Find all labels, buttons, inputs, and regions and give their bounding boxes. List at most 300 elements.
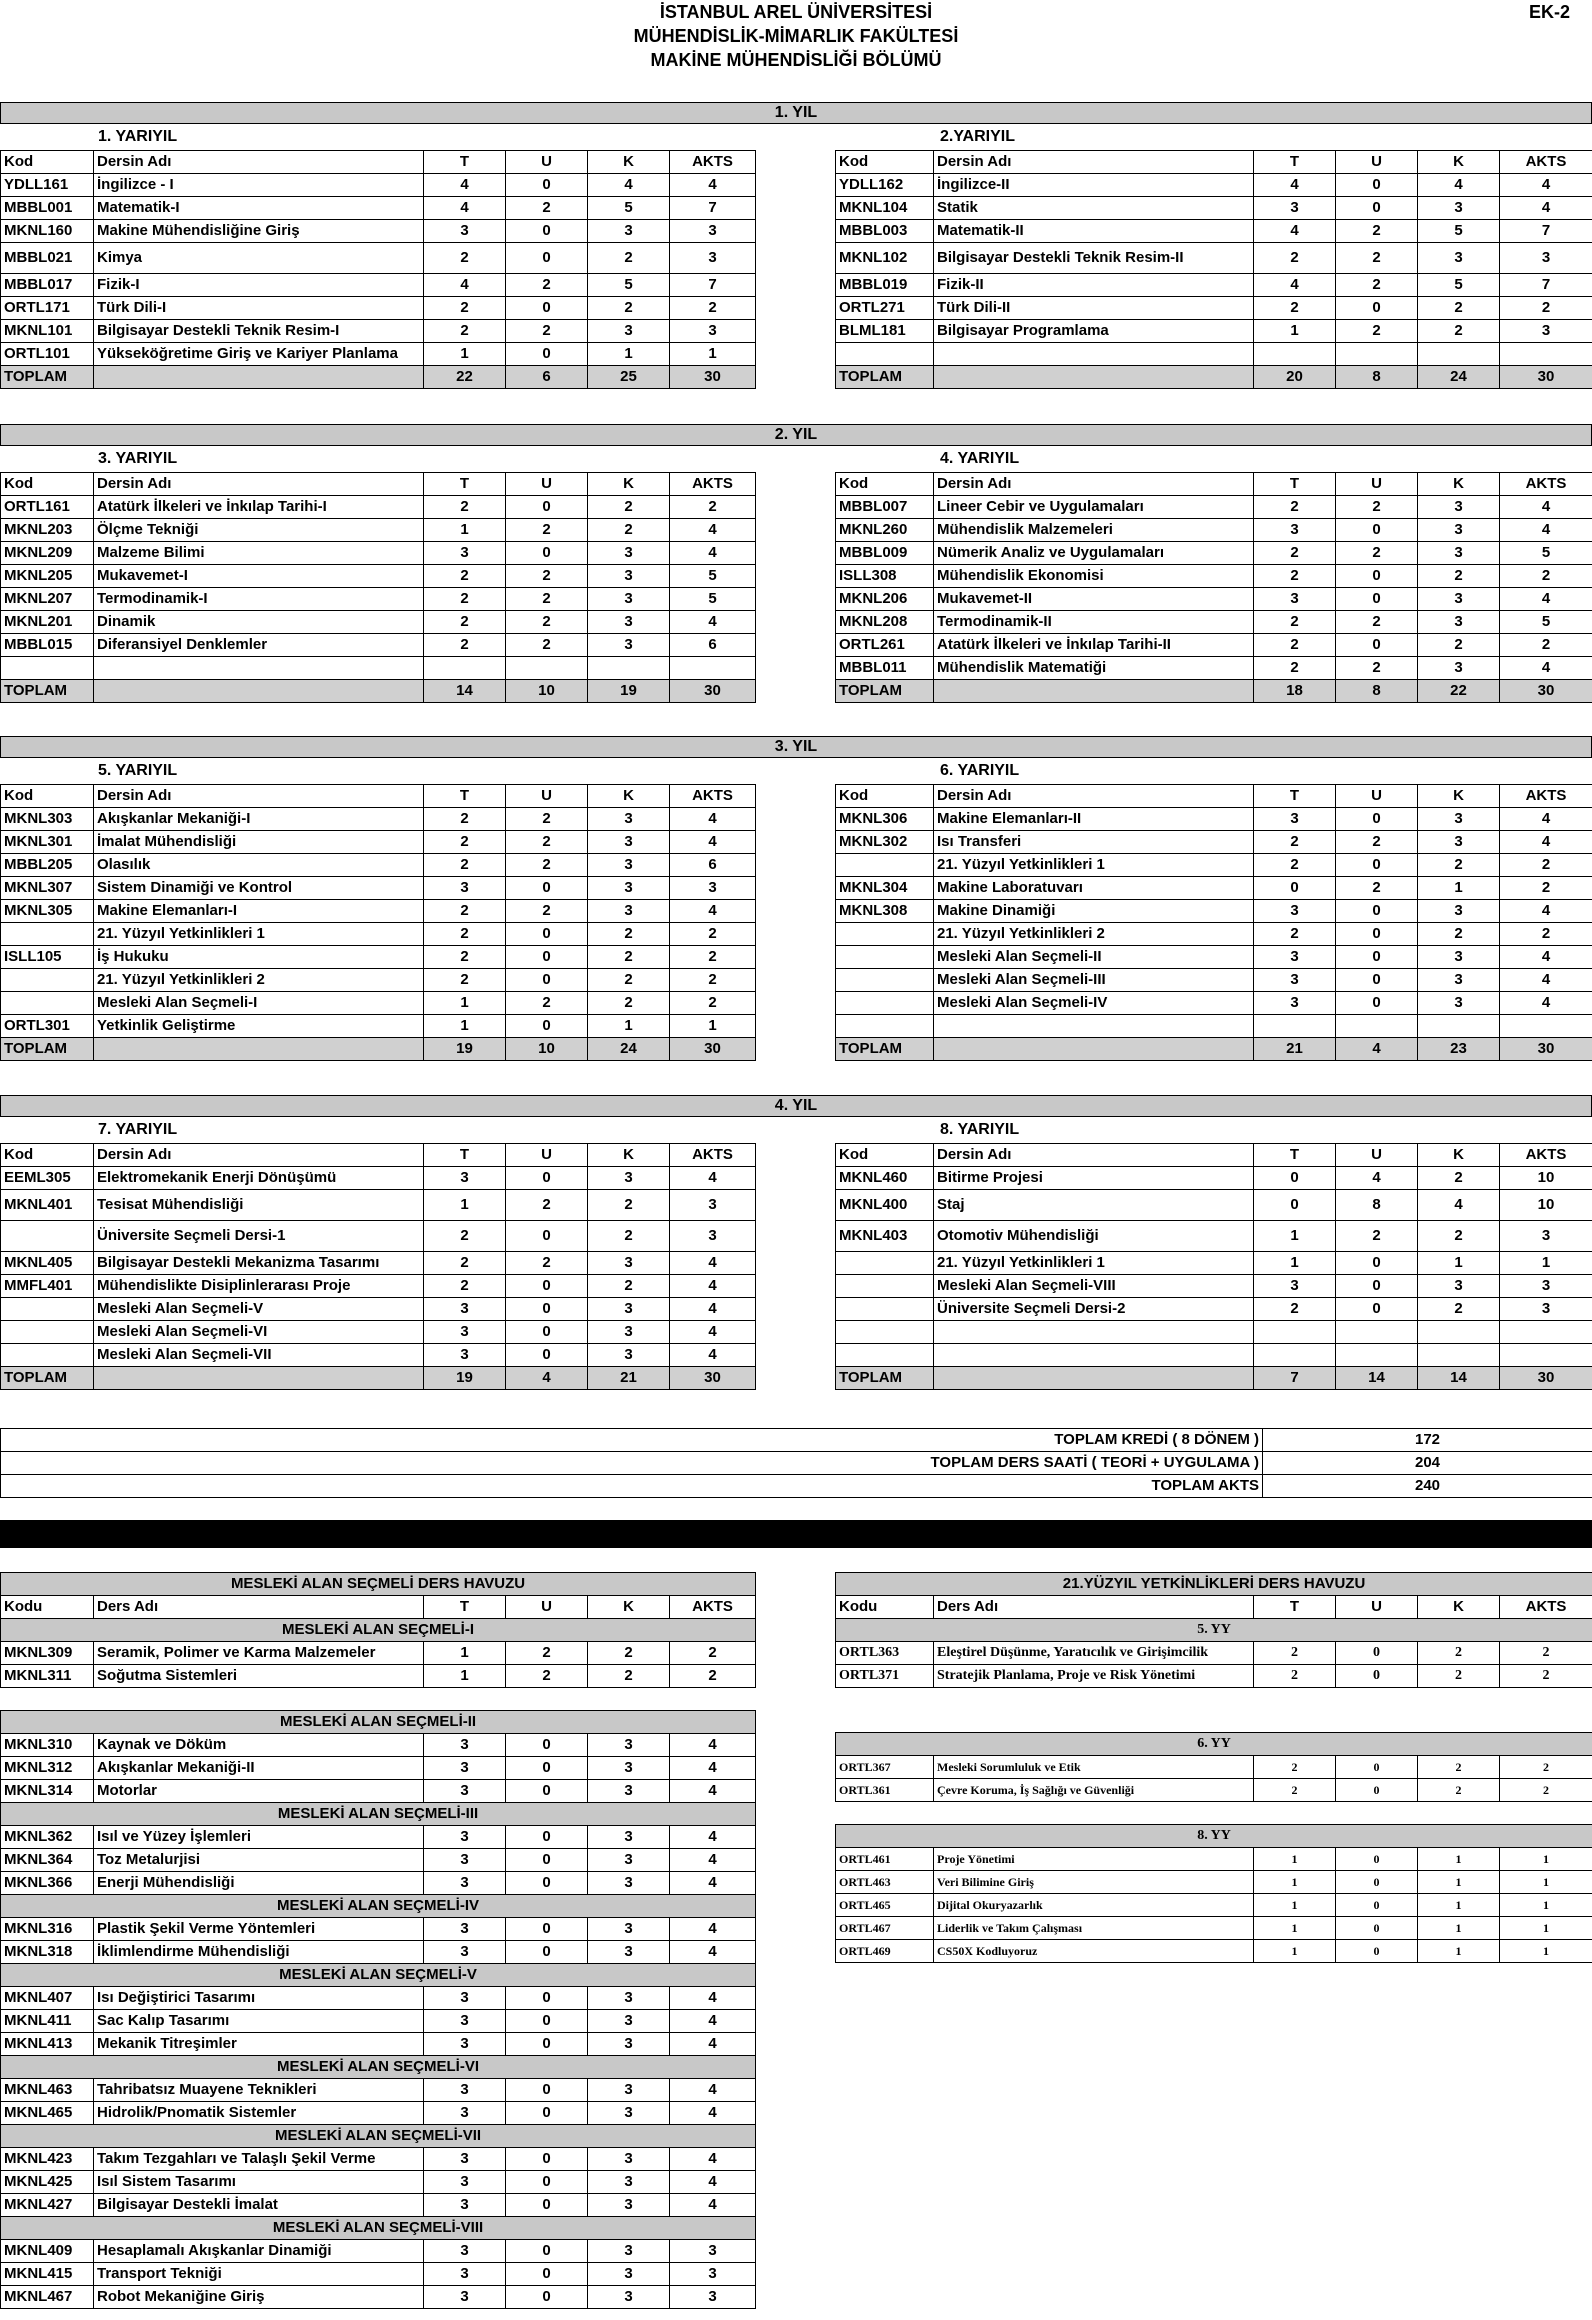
table-cell: Kod [836,1144,934,1167]
table-cell: 3 [588,2102,670,2125]
table-cell [836,1344,934,1367]
table-cell: 4 [670,2010,756,2033]
table-cell: 4 [670,1167,756,1190]
total-row [836,680,1592,703]
year-band-2: 2. YIL [0,424,1592,446]
table-cell: 1 [1500,1848,1592,1871]
table-cell: 2 [1500,297,1592,320]
table-cell: 0 [506,923,588,946]
table-cell: 0 [1336,588,1418,611]
table-cell: MKNL160 [1,220,94,243]
table-cell: Atatürk İlkeleri ve İnkılap Tarihi-II [934,634,1254,657]
table-cell: 7 [1500,220,1592,243]
table-cell: 3 [1254,992,1336,1015]
table-cell: 3 [588,808,670,831]
table-cell: 4 [670,1734,756,1757]
course-row [1,1344,756,1367]
table-cell: 3 [1418,808,1500,831]
course-row [836,197,1592,220]
table-cell: 4 [670,2171,756,2194]
table-cell: TOPLAM [836,680,934,703]
table-cell: MKNL405 [1,1252,94,1275]
table-cell: 0 [506,1734,588,1757]
table-cell: ISLL105 [1,946,94,969]
table-cell: 0 [506,2240,588,2263]
table-cell: Kod [836,473,934,496]
semester-title: 2.YARIYIL [940,128,1015,145]
table-cell: Mesleki Alan Seçmeli-V [94,1298,424,1321]
semester-title: 3. YARIYIL [98,450,178,467]
table-cell: Akışkanlar Mekaniği-I [94,808,424,831]
course-row [836,343,1592,366]
table-cell: 0 [1336,900,1418,923]
table-cell: MKNL209 [1,542,94,565]
table-cell [1254,1344,1336,1367]
table-cell: T [1254,473,1336,496]
table-cell: 0 [506,2010,588,2033]
group-header-text: 8. YY [836,1825,1592,1848]
table-cell: 4 [1254,220,1336,243]
table-cell: 4 [670,900,756,923]
table-cell [836,923,934,946]
course-row [1,854,756,877]
table-cell: 8 [1336,1190,1418,1221]
table-cell: Hidrolik/Pnomatik Sistemler [94,2102,424,2125]
table-cell: 2 [1500,1756,1592,1779]
table-cell: 3 [424,1987,506,2010]
table-cell: İngilizce-II [934,174,1254,197]
table-cell: 0 [506,1275,588,1298]
table-cell: 4 [1418,174,1500,197]
table-cell: MKNL362 [1,1826,94,1849]
table-cell: MKNL463 [1,2079,94,2102]
year-band-1: 1. YIL [0,102,1592,124]
table-cell: MKNL201 [1,611,94,634]
table-cell: MKNL409 [1,2240,94,2263]
table-cell: İmalat Mühendisliği [94,831,424,854]
table-cell: 1 [424,1190,506,1221]
table-cell: 5 [1500,542,1592,565]
table-cell: MKNL364 [1,1849,94,1872]
group-header [1,1895,756,1918]
table-cell: 0 [506,220,588,243]
table-cell: Liderlik ve Takım Çalışması [934,1917,1254,1940]
table-cell: 2 [424,1252,506,1275]
table-cell: MMFL401 [1,1275,94,1298]
table-cell: 2 [506,565,588,588]
table-cell: Bilgisayar Programlama [934,320,1254,343]
table-cell: MKNL314 [1,1780,94,1803]
table-cell: 3 [1418,831,1500,854]
table-cell: Otomotiv Mühendisliği [934,1221,1254,1252]
table-cell: 14 [1336,1367,1418,1390]
table-cell: 2 [1500,854,1592,877]
table-cell: Mukavemet-II [934,588,1254,611]
course-row [1,174,756,197]
course-row [1,1872,756,1895]
table-cell: 0 [1254,1190,1336,1221]
table-cell: 1 [424,1642,506,1665]
semester-table [835,150,1592,389]
table-cell: 0 [1254,877,1336,900]
table-cell: 22 [1418,680,1500,703]
table-cell: 2 [588,1221,670,1252]
table-cell: K [1418,1144,1500,1167]
table-cell: 2 [1418,565,1500,588]
semester-title: 6. YARIYIL [940,762,1020,779]
table-cell: ORTL261 [836,634,934,657]
table-cell: 3 [1254,197,1336,220]
table-cell: Mesleki Sorumluluk ve Etik [934,1756,1254,1779]
table-cell: 21 [588,1367,670,1390]
course-row [1,1275,756,1298]
table-cell: Diferansiyel Denklemler [94,634,424,657]
table-cell: MKNL465 [1,2102,94,2125]
semester-table [0,784,756,1061]
table-cell: 3 [1500,1298,1592,1321]
table-cell: Mukavemet-I [94,565,424,588]
table-cell: 4 [1254,274,1336,297]
table-cell: 3 [588,1826,670,1849]
table-cell: 0 [1336,808,1418,831]
table-cell: 1 [1254,1848,1336,1871]
table-cell: 3 [1254,1275,1336,1298]
table-cell: 3 [424,1734,506,1757]
table-cell: MBBL009 [836,542,934,565]
table-cell: U [506,785,588,808]
table-cell: 3 [1500,1275,1592,1298]
table-cell: 2 [588,992,670,1015]
table-cell: MKNL260 [836,519,934,542]
table-cell: U [1336,1596,1418,1619]
course-row [836,297,1592,320]
course-row [836,1190,1592,1221]
course-row [836,634,1592,657]
table-cell: Dersin Adı [934,1144,1254,1167]
table-cell: 0 [506,877,588,900]
table-cell: 0 [506,343,588,366]
course-row [1,1941,756,1964]
table-cell: 0 [506,2286,588,2309]
table-cell: 4 [424,174,506,197]
pool-title [836,1573,1592,1596]
table-cell: K [1418,473,1500,496]
table-cell: Isı Transferi [934,831,1254,854]
table-cell: MBBL017 [1,274,94,297]
table-cell: Ölçme Tekniği [94,519,424,542]
table-cell [1336,343,1418,366]
course-row [836,1344,1592,1367]
table-cell [1,1298,94,1321]
course-row [1,1298,756,1321]
table-cell: 30 [670,680,756,703]
table-cell: T [424,473,506,496]
table-cell: 3 [424,2079,506,2102]
table-cell: 8 [1336,680,1418,703]
table-cell: Kodu [1,1596,94,1619]
summary-row [1,1475,1592,1498]
table-cell: MKNL423 [1,2148,94,2171]
table-cell: 2 [1500,1779,1592,1802]
course-row [836,274,1592,297]
table-cell: 2 [506,992,588,1015]
table-cell: 3 [1254,808,1336,831]
course-row [1,2033,756,2056]
table-cell: 0 [506,2171,588,2194]
table-cell: MKNL305 [1,900,94,923]
table-cell: Sistem Dinamiği ve Kontrol [94,877,424,900]
table-cell: 4 [670,831,756,854]
table-cell: 0 [1336,197,1418,220]
table-cell: 0 [1336,969,1418,992]
table-cell: 3 [670,2240,756,2263]
table-cell: 4 [670,2102,756,2125]
table-cell: 2 [670,1642,756,1665]
table-cell: 2 [506,634,588,657]
table-cell: 5 [1418,220,1500,243]
course-row [836,831,1592,854]
table-cell [934,1038,1254,1061]
table-cell: 4 [670,1918,756,1941]
table-cell: 2 [588,923,670,946]
table-cell: Makine Laboratuvarı [934,877,1254,900]
table-cell: 3 [670,220,756,243]
table-cell: MKNL309 [1,1642,94,1665]
table-cell: 0 [506,1757,588,1780]
table-cell: 4 [670,1987,756,2010]
table-cell: Makine Mühendisliğine Giriş [94,220,424,243]
table-cell: 0 [1336,992,1418,1015]
semester-table [0,150,756,389]
table-cell: 2 [506,1642,588,1665]
table-cell: 2 [1418,1642,1500,1665]
course-row [836,1940,1592,1963]
course-row [1,657,756,680]
table-cell: MKNL310 [1,1734,94,1757]
table-cell: 2 [1254,611,1336,634]
table-cell: Üniversite Seçmeli Dersi-1 [94,1221,424,1252]
course-row [836,174,1592,197]
table-cell: ORTL463 [836,1871,934,1894]
table-cell: 2 [1254,831,1336,854]
total-row [836,1367,1592,1390]
table-cell: 0 [506,2033,588,2056]
table-cell: 3 [588,1918,670,1941]
table-cell: Dersin Adı [94,151,424,174]
table-cell: Dersin Adı [934,785,1254,808]
table-cell: BLML181 [836,320,934,343]
table-cell: T [1254,151,1336,174]
table-cell: 4 [1500,519,1592,542]
table-cell: U [1336,151,1418,174]
table-cell: Kod [1,1144,94,1167]
table-cell: 2 [1336,1221,1418,1252]
table-cell: 3 [670,320,756,343]
course-row [1,634,756,657]
table-cell: 2 [1254,1642,1336,1665]
table-cell: 1 [424,1665,506,1688]
course-row [836,1894,1592,1917]
course-row [1,923,756,946]
table-cell: 2 [1418,1779,1500,1802]
table-cell: 2 [424,565,506,588]
table-cell: 2 [588,1190,670,1221]
course-row [1,2079,756,2102]
table-cell: 2 [506,831,588,854]
table-cell: 2 [424,923,506,946]
table-cell: 3 [588,1344,670,1367]
table-cell: 0 [1336,1894,1418,1917]
table-cell: 2 [1418,1665,1500,1688]
table-cell: 3 [424,1941,506,1964]
table-cell: 1 [424,343,506,366]
table-cell: 2 [1500,1665,1592,1688]
table-cell: T [1254,785,1336,808]
table-cell: 2 [588,496,670,519]
table-cell: MKNL208 [836,611,934,634]
table-cell: Elektromekanik Enerji Dönüşümü [94,1167,424,1190]
table-cell: MKNL411 [1,2010,94,2033]
table-cell: Proje Yönetimi [934,1848,1254,1871]
table-cell: 2 [670,496,756,519]
table-cell: MBBL019 [836,274,934,297]
table-cell: 3 [670,877,756,900]
table-cell: Kod [1,473,94,496]
table-cell: Mühendislik Malzemeleri [934,519,1254,542]
course-row [1,1190,756,1221]
table-cell: 2 [588,519,670,542]
table-cell: MKNL401 [1,1190,94,1221]
table-cell: 3 [588,220,670,243]
table-cell: 2 [588,297,670,320]
table-cell: MKNL205 [1,565,94,588]
table-cell: 2 [1500,923,1592,946]
table-cell: Mekanik Titreşimler [94,2033,424,2056]
table-cell: 1 [1254,1917,1336,1940]
course-row [836,1917,1592,1940]
table-cell: MKNL316 [1,1918,94,1941]
table-cell: 2 [506,1190,588,1221]
table-cell: 3 [588,320,670,343]
table-cell: MKNL102 [836,243,934,274]
table-cell: 7 [670,197,756,220]
table-cell: 2 [1254,297,1336,320]
table-cell: 1 [424,1015,506,1038]
course-row [1,1826,756,1849]
table-cell: 0 [1336,1848,1418,1871]
semester-table [835,784,1592,1061]
table-cell: TOPLAM [836,1367,934,1390]
table-cell [1418,1344,1500,1367]
table-cell: 3 [670,2286,756,2309]
course-row [1,565,756,588]
table-cell: MBBL001 [1,197,94,220]
table-cell [934,1367,1254,1390]
table-cell: Stratejik Planlama, Proje ve Risk Yönetimi [934,1665,1254,1688]
table-cell [934,343,1254,366]
table-cell: 4 [1500,946,1592,969]
table-cell: 4 [1500,197,1592,220]
table-cell: 2 [1336,542,1418,565]
course-row [1,343,756,366]
table-cell: 0 [1336,1756,1418,1779]
course-row [1,274,756,297]
table-cell: 0 [1336,854,1418,877]
table-cell: 1 [1254,1894,1336,1917]
summary-value: 172 [1263,1429,1592,1452]
table-cell: 22 [424,366,506,389]
table-cell [1,657,94,680]
course-row [836,1779,1592,1802]
table-cell: 3 [670,243,756,274]
table-cell: AKTS [670,1144,756,1167]
table-cell: 3 [588,1167,670,1190]
table-cell: 0 [506,1872,588,1895]
table-cell [94,1038,424,1061]
table-cell: 2 [1336,877,1418,900]
table-cell: Tahribatsız Muayene Teknikleri [94,2079,424,2102]
group-header [1,2217,756,2240]
table-cell: 0 [1336,297,1418,320]
table-cell: 2 [670,992,756,1015]
semester-title: 5. YARIYIL [98,762,178,779]
course-row [1,1987,756,2010]
table-cell: 0 [506,1849,588,1872]
table-cell [1500,1015,1592,1038]
table-cell: 0 [1336,1252,1418,1275]
table-cell: MKNL427 [1,2194,94,2217]
table-cell: 2 [670,1665,756,1688]
course-row [1,1221,756,1252]
group-header-text: 6. YY [836,1733,1592,1756]
table-cell: 2 [424,611,506,634]
table-cell: 2 [1500,877,1592,900]
course-row [1,220,756,243]
table-cell: 2 [424,496,506,519]
table-cell: Hesaplamalı Akışkanlar Dinamiği [94,2240,424,2263]
table-cell: MKNL403 [836,1221,934,1252]
table-cell: Kod [1,785,94,808]
table-cell: K [1418,785,1500,808]
table-cell: 1 [424,992,506,1015]
table-cell: 7 [670,274,756,297]
table-cell: Türk Dili-I [94,297,424,320]
table-cell: AKTS [1500,785,1592,808]
table-cell: CS50X Kodluyoruz [934,1940,1254,1963]
table-cell: AKTS [1500,1596,1592,1619]
table-cell: 3 [1500,243,1592,274]
table-cell: 3 [424,1826,506,1849]
pool-title-text: 21.YÜZYIL YETKİNLİKLERİ DERS HAVUZU [836,1573,1592,1596]
table-cell: Sac Kalıp Tasarımı [94,2010,424,2033]
table-cell: ORTL161 [1,496,94,519]
table-cell: 3 [588,2148,670,2171]
course-row [1,831,756,854]
table-cell: 2 [1254,542,1336,565]
table-cell: Makine Dinamiği [934,900,1254,923]
table-cell: T [424,151,506,174]
table-cell [836,1015,934,1038]
table-cell: 14 [1418,1367,1500,1390]
table-cell: 7 [1500,274,1592,297]
table-cell [94,680,424,703]
course-row [836,657,1592,680]
table-cell: 2 [506,1252,588,1275]
group-header [1,2125,756,2148]
table-cell: Ders Adı [94,1596,424,1619]
table-cell: 1 [1418,1917,1500,1940]
total-row [1,366,756,389]
